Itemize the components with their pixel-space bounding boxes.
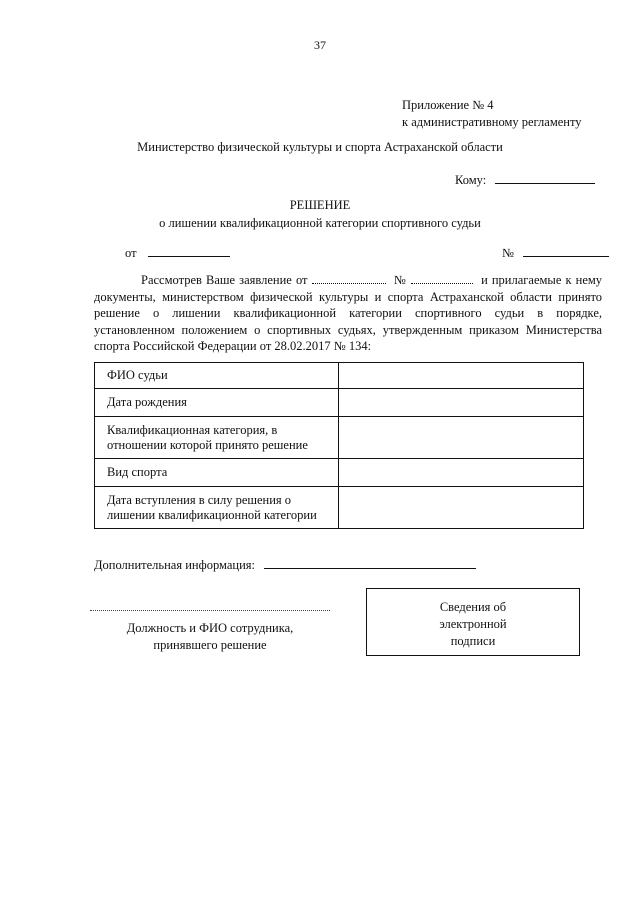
esig-line-2: электронной: [439, 617, 507, 631]
table-row: [95, 459, 584, 487]
table-row: [95, 487, 584, 529]
body-part-1: Рассмотрев Ваше заявление от: [141, 273, 308, 287]
addressee-blank: [495, 172, 595, 184]
number-label: №: [502, 246, 514, 260]
row-value-effective-date: [339, 487, 584, 529]
judge-info-table: [94, 362, 584, 529]
row-label-category: Квалификационная категория, в отношении которой принято решение: [95, 417, 339, 459]
body-part-3: и прилагаемые к нему документы, министерством физической культуры и спорта Астраханской области принято решение о лишении квалификационной категории спортивного судьи в порядке, установленном положением о спортивных судьях, утвержденным приказом Министерства спорта Российской Федерации от 28.02.2017 № 134:: [94, 273, 603, 353]
row-label-sport: Вид спорта: [95, 459, 339, 487]
additional-info-line: [94, 557, 476, 573]
table-row: [95, 417, 584, 459]
date-line: [125, 245, 230, 261]
row-label-effective-date: Дата вступления в силу решения о лишении квалификационной категории: [95, 487, 339, 529]
esig-line-1: Сведения об: [439, 600, 507, 614]
body-paragraph: [94, 272, 602, 355]
to-label: Кому:: [455, 173, 487, 187]
signer-line-2: принявшего решение: [153, 638, 267, 652]
date-blank: [148, 245, 230, 257]
ministry-name: Министерство физической культуры и спорта Астраханской области: [137, 140, 503, 154]
electronic-signature-box: [366, 588, 580, 656]
body-part-2: №: [393, 273, 407, 287]
addressee-line: [455, 172, 595, 188]
annex-header: [402, 97, 582, 131]
page-number: 37: [314, 38, 326, 52]
table-row: [95, 389, 584, 417]
esig-line-3: подписи: [450, 634, 496, 648]
number-blank: [523, 245, 609, 257]
row-value-birth-date: [339, 389, 584, 417]
application-date-blank: [312, 272, 386, 284]
row-label-judge-name: ФИО судьи: [95, 363, 339, 389]
title-heading: РЕШЕНИЕ: [289, 198, 351, 212]
number-line: [502, 245, 609, 261]
annex-line-1: Приложение № 4: [402, 98, 494, 112]
signature-line: [90, 610, 330, 611]
title-subtitle: о лишении квалификационной категории спортивного судьи: [159, 216, 481, 230]
application-number-blank: [411, 272, 473, 284]
row-value-sport: [339, 459, 584, 487]
additional-info-label: Дополнительная информация:: [94, 558, 255, 572]
row-value-judge-name: [339, 363, 584, 389]
row-value-category: [339, 417, 584, 459]
row-label-birth-date: Дата рождения: [95, 389, 339, 417]
signer-line-1: Должность и ФИО сотрудника,: [126, 621, 294, 635]
date-label: от: [125, 246, 137, 260]
document-title: [0, 196, 640, 232]
signer-caption: [90, 620, 330, 654]
annex-line-2: к административному регламенту: [402, 115, 582, 129]
additional-info-blank: [264, 557, 476, 569]
table-row: [95, 363, 584, 389]
